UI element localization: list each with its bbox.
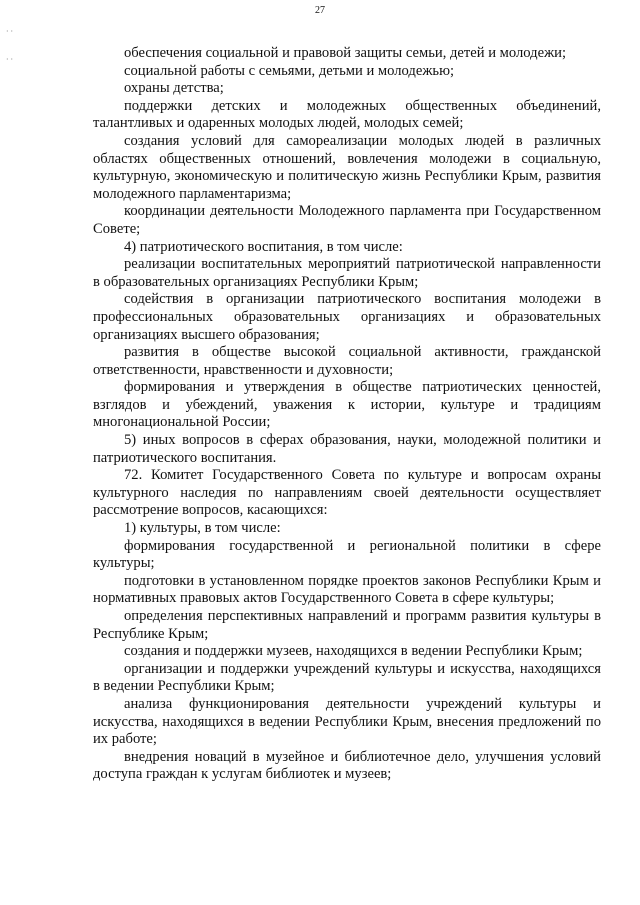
paragraph: внедрения новаций в музейное и библиотечное дело, улучшения условий доступа граждан к услугам библиотек и музеев; bbox=[93, 748, 601, 783]
paragraph: содействия в организации патриотического воспитания молодежи в профессиональных образовательных организациях и образовательных организациях высшего образования; bbox=[93, 291, 601, 343]
paragraph: анализа функционирования деятельности учреждений культуры и искусства, находящихся в ведении Республики Крым, внесения предложений по их работе; bbox=[93, 695, 601, 748]
paragraph: развития в обществе высокой социальной активности, гражданской ответственности, нравственности и духовности; bbox=[93, 344, 601, 378]
paragraph: 4) патриотического воспитания, в том числе: bbox=[124, 238, 403, 255]
paragraph: обеспечения социальной и правовой защиты семьи, детей и молодежи; bbox=[124, 45, 567, 61]
paragraph: реализации воспитательных мероприятий патриотической направленности в образовательных организациях Республики Крым; bbox=[93, 256, 601, 290]
paragraph: создания и поддержки музеев, находящихся в ведении Республики Крым; bbox=[124, 643, 583, 660]
paragraph: формирования и утверждения в обществе патриотических ценностей, взглядов и убеждений, уважения к истории, культуре и традициям многонациональной России; bbox=[93, 379, 601, 431]
paragraph: 1) культуры, в том числе: bbox=[124, 520, 281, 537]
paragraph: создания условий для самореализации молодых людей в различных областях общественных отношений, вовлечения молодежи в социальную, культурную, экономическую и политическую жизнь Республики Крым, развития молодежного парламентаризма; bbox=[93, 132, 601, 202]
paragraph: охраны детства; bbox=[124, 80, 224, 97]
paragraph: формирования государственной и региональной политики в сфере культуры; bbox=[93, 537, 601, 572]
paragraph: координации деятельности Молодежного парламента при Государственном Совете; bbox=[93, 203, 601, 237]
paragraph: организации и поддержки учреждений культуры и искусства, находящихся в ведении Республики Крым; bbox=[93, 660, 601, 695]
scan-mark: ⋅ ⋅ bbox=[6, 27, 14, 36]
paragraph: подготовки в установленном порядке проектов законов Республики Крым и нормативных правовых актов Государственного Совета в сфере культуры; bbox=[93, 572, 601, 607]
document-body bbox=[93, 45, 601, 784]
paragraph: социальной работы с семьями, детьми и молодежью; bbox=[124, 62, 455, 79]
paragraph: 72. Комитет Государственного Совета по культуре и вопросам охраны культурного наследия по направлениям своей деятельности осуществляет рассмотрение вопросов, касающихся: bbox=[93, 467, 601, 519]
paragraph: 5) иных вопросов в сферах образования, науки, молодежной политики и патриотического воспитания. bbox=[93, 432, 601, 466]
scan-mark: ⋅ ⋅ bbox=[6, 55, 14, 64]
paragraph: определения перспективных направлений и программ развития культуры в Республике Крым; bbox=[93, 608, 601, 642]
page-number: 27 bbox=[315, 5, 325, 16]
paragraph: поддержки детских и молодежных общественных объединений, талантливых и одаренных молодых людей, молодых семей; bbox=[93, 97, 601, 132]
